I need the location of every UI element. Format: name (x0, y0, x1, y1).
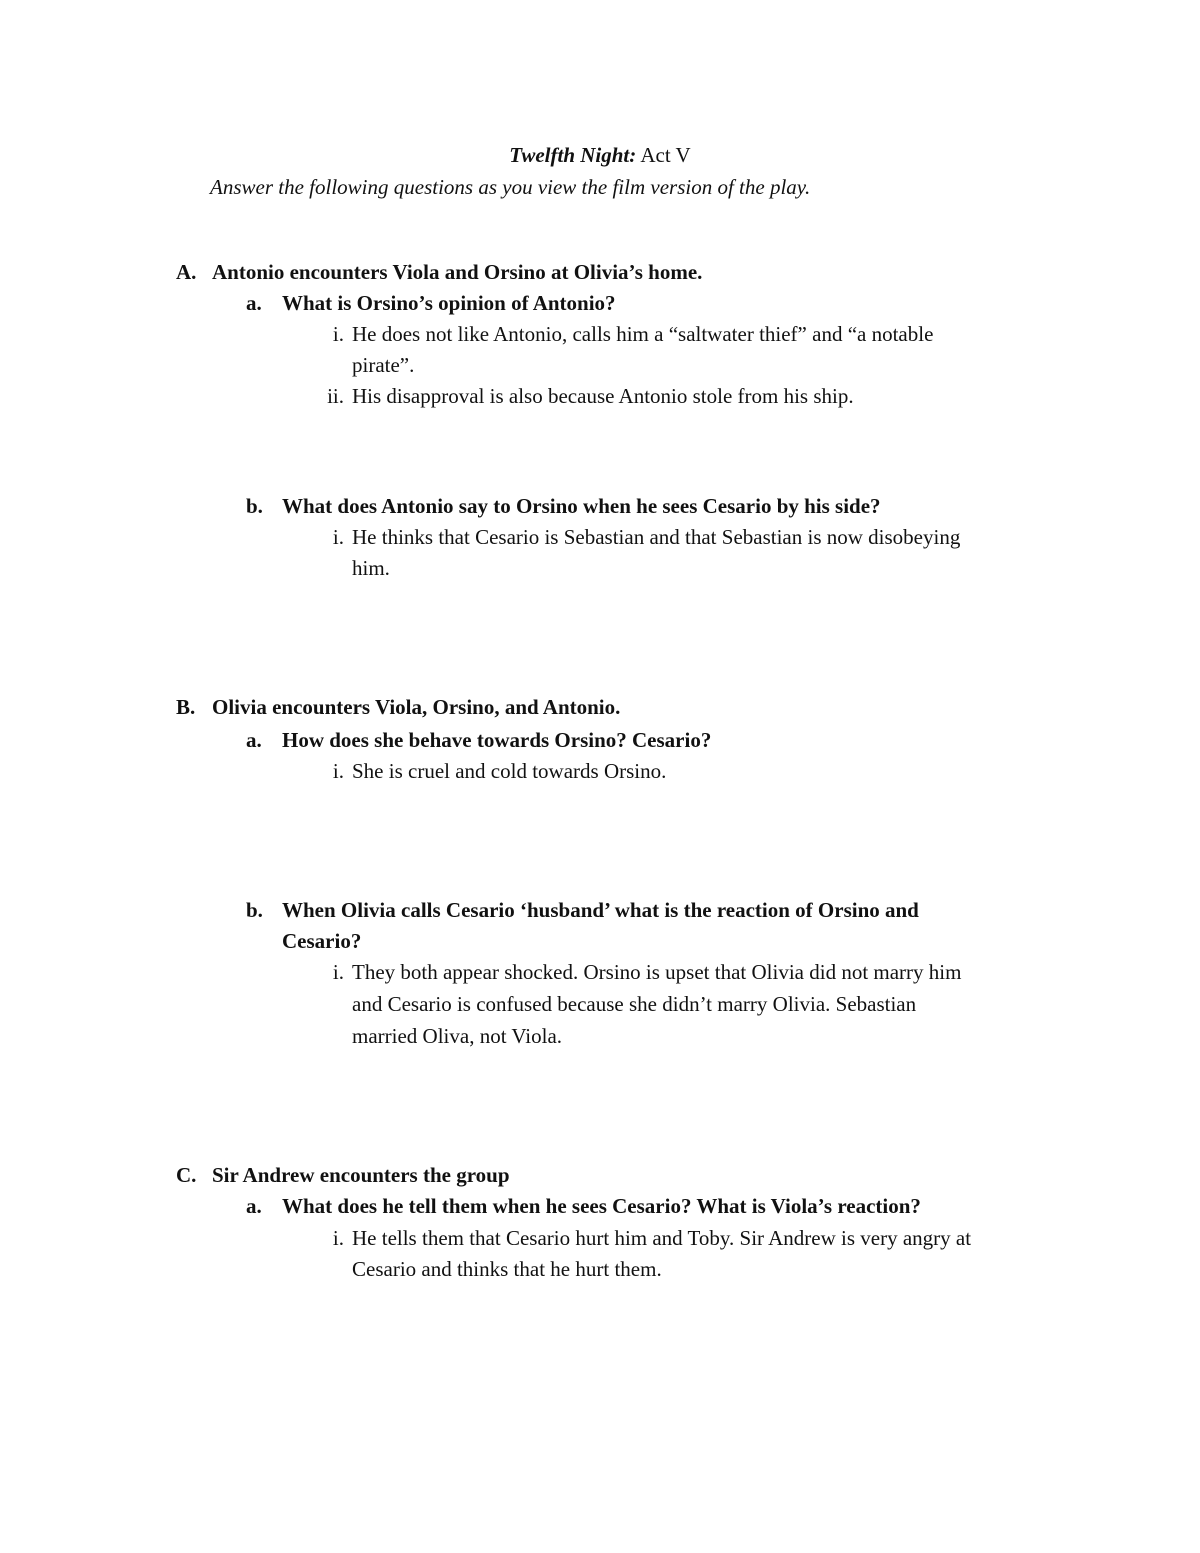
question-text: What does Antonio say to Orsino when he sees Cesario by his side? (282, 494, 881, 518)
answer-line: He tells them that Cesario hurt him and Toby. Sir Andrew is very angry at (352, 1226, 972, 1250)
question-text: What is Orsino’s opinion of Antonio? (282, 291, 616, 315)
title-play-name: Twelfth Night: (509, 143, 637, 167)
instructions: Answer the following questions as you view the film version of the play. (210, 175, 811, 199)
answer-line: He does not like Antonio, calls him a “saltwater thief” and “a notable (352, 322, 934, 346)
section-b-heading: Olivia encounters Viola, Orsino, and Antonio. (212, 695, 621, 719)
question-b-marker: b. (246, 494, 263, 518)
answer-line: He thinks that Cesario is Sebastian and that Sebastian is now disobeying (352, 525, 961, 549)
answer-line: She is cruel and cold towards Orsino. (352, 759, 667, 783)
question-text: How does she behave towards Orsino? Cesario? (282, 728, 712, 752)
answer-marker: i. (332, 1226, 344, 1250)
answer-line: His disapproval is also because Antonio stole from his ship. (352, 384, 854, 408)
title-act: Act V (640, 143, 691, 167)
answer-marker: i. (332, 759, 344, 783)
question-b-marker: b. (246, 898, 263, 922)
answer-marker: i. (332, 525, 344, 549)
page-title (0, 140, 1200, 170)
section-c-marker: C. (176, 1163, 197, 1187)
question-a-marker: a. (246, 1194, 262, 1218)
answer-line: Cesario and thinks that he hurt them. (352, 1257, 662, 1281)
answer-line: him. (352, 556, 390, 580)
section-a-marker: A. (176, 260, 197, 284)
section-c-heading: Sir Andrew encounters the group (212, 1163, 510, 1187)
answer-marker: i. (332, 322, 344, 346)
section-a-heading: Antonio encounters Viola and Orsino at Olivia’s home. (212, 260, 703, 284)
answer-marker: i. (332, 960, 344, 984)
answer-line: pirate”. (352, 353, 415, 377)
answer-line: married Oliva, not Viola. (352, 1024, 563, 1048)
question-text: When Olivia calls Cesario ‘husband’ what is the reaction of Orsino and (282, 898, 919, 922)
question-text: What does he tell them when he sees Cesario? What is Viola’s reaction? (282, 1194, 921, 1218)
question-text: Cesario? (282, 929, 362, 953)
answer-marker: ii. (327, 384, 344, 408)
answer-line: They both appear shocked. Orsino is upset that Olivia did not marry him (352, 960, 962, 984)
answer-line: and Cesario is confused because she didn’t marry Olivia. Sebastian (352, 992, 917, 1016)
question-a-marker: a. (246, 291, 262, 315)
section-b-marker: B. (176, 695, 196, 719)
question-a-marker: a. (246, 728, 262, 752)
